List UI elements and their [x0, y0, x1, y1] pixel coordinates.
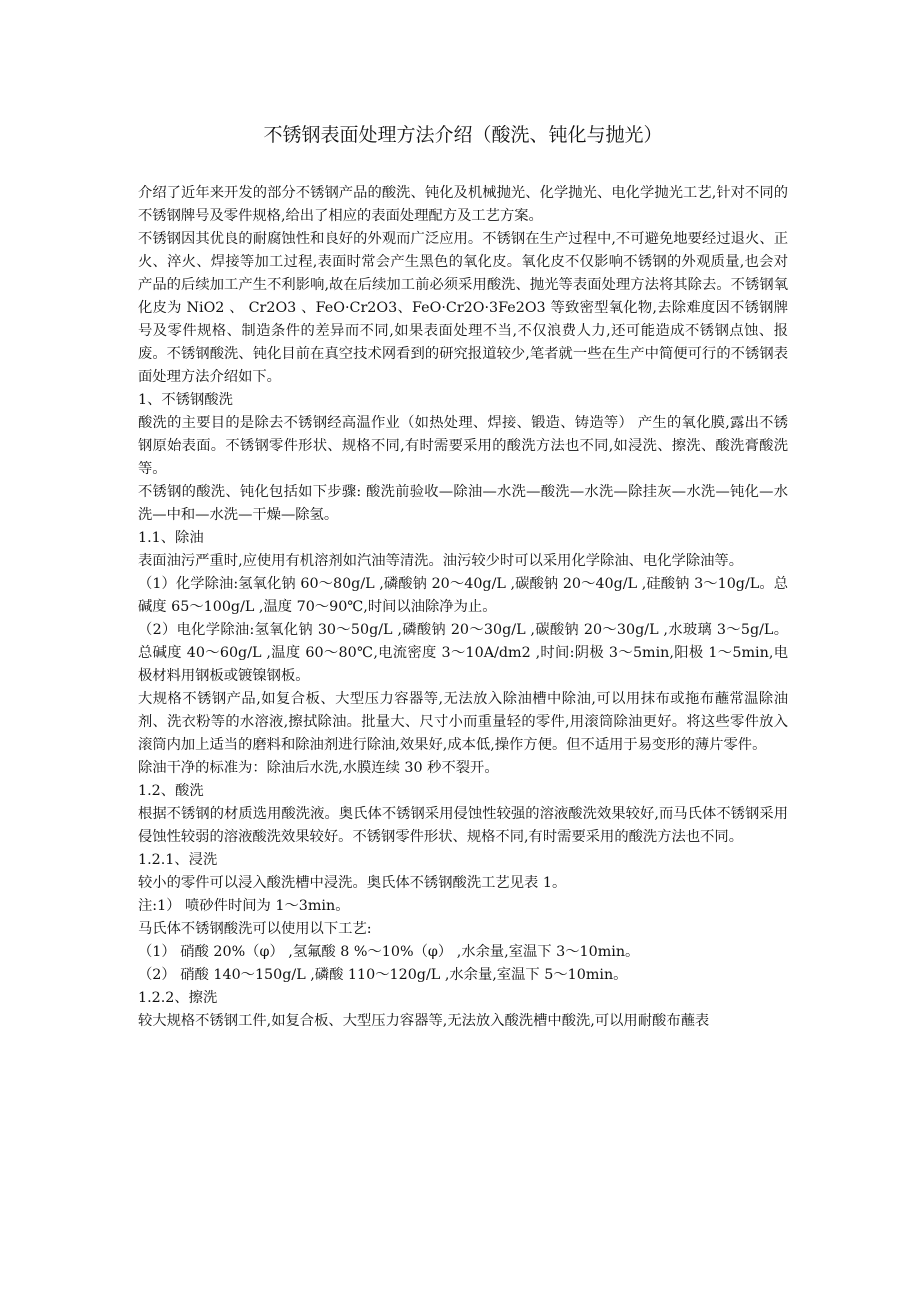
section-heading-wiping: 1.2.2、擦洗: [138, 990, 218, 1006]
section-heading-degreasing: 1.1、除油: [138, 530, 204, 546]
process-steps-paragraph: 不锈钢的酸洗、钝化包括如下步骤: 酸洗前验收—除油—水洗—酸洗—水洗—除挂灰—水洗—钝化—水洗—中和—水洗—干燥—除氢。: [138, 484, 788, 523]
document-title: 不锈钢表面处理方法介绍（酸洗、钝化与抛光）: [263, 124, 663, 146]
background-paragraph: 不锈钢因其优良的耐腐蚀性和良好的外观而广泛应用。不锈钢在生产过程中,不可避免地要经过退火、正火、淬火、焊接等加工过程,表面时常会产生黑色的氧化皮。氧化皮不仅影响不锈钢的外观质量,也会对产品的后续加工产生不利影响,故在后续加工前必须采用酸洗、抛光等表面处理方法将其除去。不锈钢氧化皮为 NiO2 、 Cr2O3 、FeO·Cr2O3、FeO·Cr2O·3Fe2O3 等致密型氧化物,去除难度因不锈钢牌号及零件规格、制造条件的差异而不同,如果表面处理不当,不仅浪费人力,还可能造成不锈钢点蚀、报废。不锈钢酸洗、钝化目前在真空技术网看到的研究报道较少,笔者就一些在生产中简便可行的不锈钢表面处理方法介绍如下。: [138, 231, 788, 385]
intro-summary-paragraph: 介绍了近年来开发的部分不锈钢产品的酸洗、钝化及机械抛光、化学抛光、电化学抛光工艺,针对不同的不锈钢牌号及零件规格,给出了相应的表面处理配方及工艺方案。: [138, 185, 788, 224]
note-paragraph: 注:1） 喷砂件时间为 1～3min。: [138, 898, 350, 914]
document-page: [138, 0, 788, 1302]
section-heading-dipping: 1.2.1、浸洗: [138, 852, 218, 868]
large-parts-degreasing-paragraph: 大规格不锈钢产品,如复合板、大型压力容器等,无法放入除油槽中除油,可以用抹布或拖布蘸常温除油剂、洗衣粉等的水溶液,擦拭除油。批量大、尺寸小而重量轻的零件,用滚筒除油更好。将这些零件放入滚筒内加上适当的磨料和除油剂进行除油,效果好,成本低,操作方便。但不适用于易变形的薄片零件。: [138, 691, 788, 753]
pickling-purpose-paragraph: 酸洗的主要目的是除去不锈钢经高温作业（如热处理、焊接、锻造、铸造等） 产生的氧化膜,露出不锈钢原始表面。不锈钢零件形状、规格不同,有时需要采用的酸洗方法也不同,如浸洗、擦洗、酸洗膏酸洗等。: [138, 415, 788, 477]
wiping-paragraph: 较大规格不锈钢工件,如复合板、大型压力容器等,无法放入酸洗槽中酸洗,可以用耐酸布蘸表: [138, 1013, 710, 1029]
martensitic-intro-paragraph: 马氏体不锈钢酸洗可以使用以下工艺:: [138, 921, 372, 937]
acid-selection-paragraph: 根据不锈钢的材质选用酸洗液。奥氏体不锈钢采用侵蚀性较强的溶液酸洗效果较好,而马氏体不锈钢采用侵蚀性较弱的溶液酸洗效果较好。不锈钢零件形状、规格不同,有时需要采用的酸洗方法也不同。: [138, 806, 788, 845]
electrochemical-degreasing-paragraph: （2）电化学除油:氢氧化钠 30～50g/L ,磷酸钠 20～30g/L ,碳酸钠 20～30g/L ,水玻璃 3～5g/L。总碱度 40～60g/L ,温度 60～80℃,电流密度 3～10A/dm2 ,时间:阴极 3～5min,阳极 1～5min,电极材料用钢板或镀镍钢板。: [138, 622, 788, 684]
document-body: [138, 182, 788, 1033]
section-heading-acid-pickling: 1.2、酸洗: [138, 783, 204, 799]
chemical-degreasing-paragraph: （1）化学除油:氢氧化钠 60～80g/L ,磷酸钠 20～40g/L ,碳酸钠 20～40g/L ,硅酸钠 3～10g/L。总碱度 65～100g/L ,温度 70～90℃,时间以油除净为止。: [138, 576, 788, 615]
degreasing-standard-paragraph: 除油干净的标准为：除油后水洗,水膜连续 30 秒不裂开。: [138, 760, 499, 776]
degreasing-intro-paragraph: 表面油污严重时,应使用有机溶剂如汽油等清洗。油污较少时可以采用化学除油、电化学除油等。: [138, 553, 744, 569]
martensitic-process-1: （1） 硝酸 20%（φ） ,氢氟酸 8 %～10%（φ） ,水余量,室温下 3～10min。: [138, 944, 640, 960]
dipping-paragraph: 较小的零件可以浸入酸洗槽中浸洗。奥氏体不锈钢酸洗工艺见表 1。: [138, 875, 567, 891]
martensitic-process-2: （2） 硝酸 140～150g/L ,磷酸 110～120g/L ,水余量,室温下 5～10min。: [138, 967, 628, 983]
section-heading-pickling: 1、不锈钢酸洗: [138, 392, 233, 408]
